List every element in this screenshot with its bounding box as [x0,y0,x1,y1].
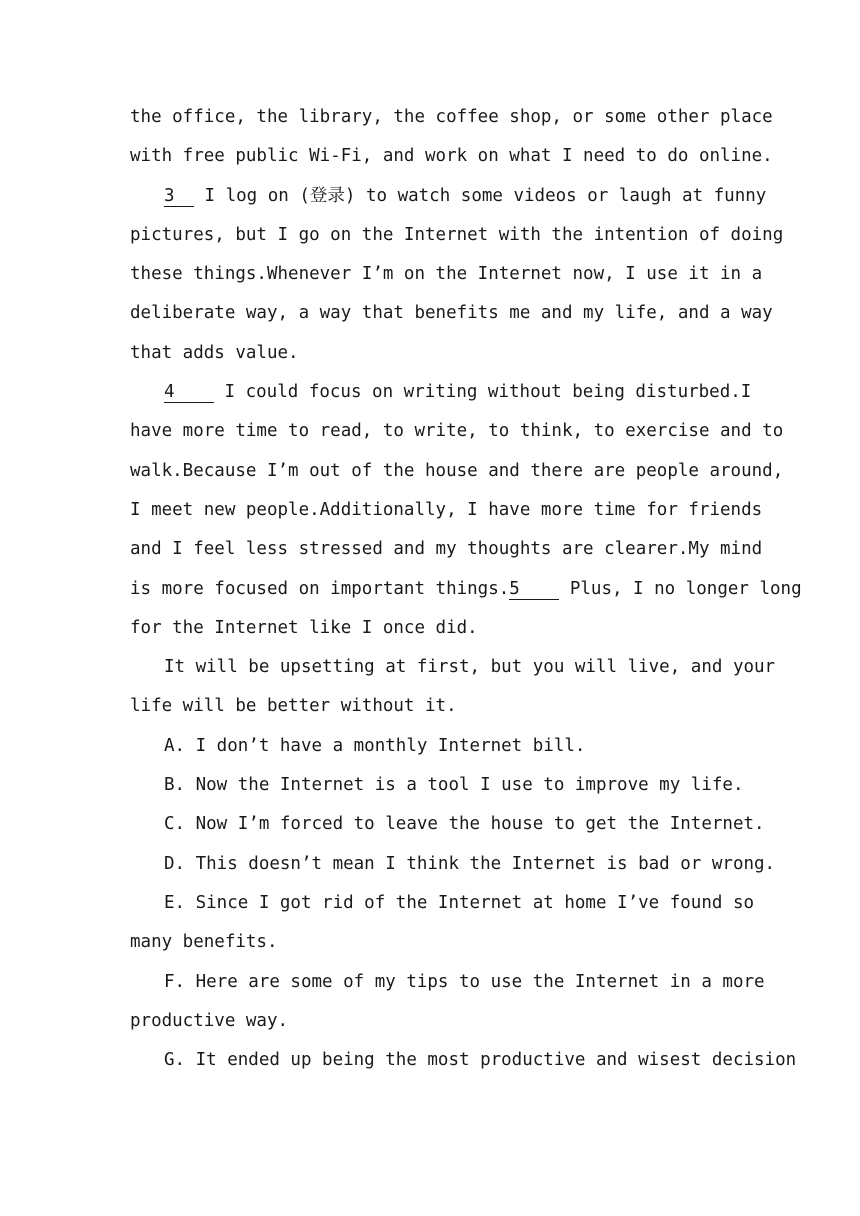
para3-line-1-text: I could focus on writing without being disturbed.I [214,382,752,403]
option-d: D. This doesn’t mean I think the Internet is bad or wrong. [164,853,776,874]
document-page [130,98,802,1080]
para3-line-2: have more time to read, to write, to think, to exercise and to [130,421,784,442]
para3-line-6-before: is more focused on important things. [130,578,510,599]
option-e-line-2: many benefits. [130,932,278,953]
para1-line-1: the office, the library, the coffee shop, or some other place [130,107,773,127]
blank-5[interactable]: 5 [509,579,559,600]
option-g-line-1: G. It ended up being the most productive and wisest decision [164,1050,797,1071]
para2-line-2: pictures, but I go on the Internet with the intention of doing [130,224,784,245]
para3-line-6-after: Plus, I no longer long [559,578,802,599]
blank-4[interactable]: 4 [164,382,214,403]
para4-line-2: life will be better without it. [130,696,457,717]
para3-line-4: I meet new people.Additionally, I have more time for friends [130,499,763,520]
option-f-line-1: F. Here are some of my tips to use the Internet in a more [164,971,765,992]
para3-line-7: for the Internet like I once did. [130,617,478,638]
para2-line-1 [130,177,767,216]
para3-line-6 [130,570,802,609]
blank-3[interactable]: 3 [164,186,194,207]
option-f-line-2: productive way. [130,1010,289,1031]
para1-line-2: with free public Wi-Fi, and work on what I need to do online. [130,146,773,167]
option-b: B. Now the Internet is a tool I use to improve my life. [164,775,744,796]
para3-line-5: and I feel less stressed and my thoughts are clearer.My mind [130,539,763,560]
para2-line-3: these things.Whenever I’m on the Internet now, I use it in a [130,264,763,285]
para4-line-1: It will be upsetting at first, but you will live, and your [164,657,776,678]
para2-line-4: deliberate way, a way that benefits me and my life, and a way [130,303,773,324]
para3-line-3: walk.Because I’m out of the house and there are people around, [130,460,784,481]
para2-line-1-text: I log on (登录) to watch some videos or laugh at funny [194,185,767,206]
option-a: A. I don’t have a monthly Internet bill. [164,735,586,756]
para3-line-1 [130,373,752,412]
para2-line-5: that adds value. [130,342,299,363]
option-e-line-1: E. Since I got rid of the Internet at home I’ve found so [164,892,755,913]
option-c: C. Now I’m forced to leave the house to get the Internet. [164,814,765,835]
